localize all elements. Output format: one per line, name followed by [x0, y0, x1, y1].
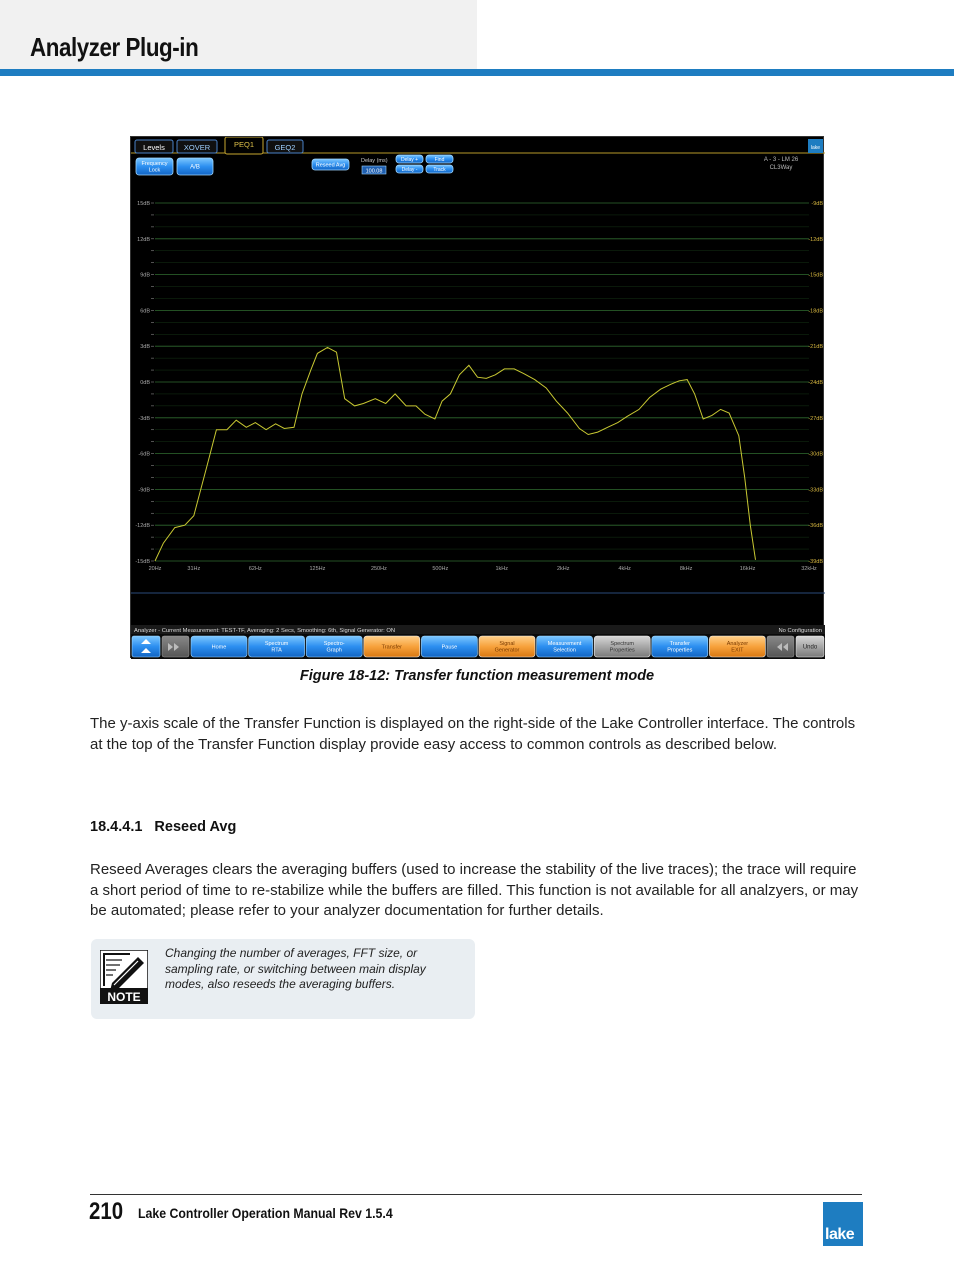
figure-caption: Figure 18-12: Transfer function measurement mode	[299, 668, 655, 684]
analyzer-screenshot	[130, 136, 824, 658]
spectrum-properties-button-label-line2: Properties	[609, 647, 635, 654]
home-button-label: Home	[211, 644, 227, 651]
undo-button-label: Undo	[802, 644, 818, 651]
y-left-tick-label: -3dB	[138, 415, 150, 422]
analyzer-exit-button-label-line2: EXIT	[731, 647, 744, 654]
module-info-line1: A - 3 - LM 26	[763, 157, 799, 163]
footer-rule	[90, 1194, 862, 1195]
y-left-tick-label: -9dB	[138, 487, 150, 494]
y-left-tick-label: 3dB	[140, 344, 150, 351]
measurement-selection-button-label-line1: Measurement	[547, 641, 582, 648]
section-heading	[90, 819, 248, 835]
x-tick-label: 250Hz	[370, 566, 387, 572]
ab-button-label: A/B	[190, 164, 200, 171]
y-right-tick-label: -9dB	[811, 201, 823, 207]
reseed-avg-button-label: Reseed Avg	[315, 162, 346, 169]
page-number: 210	[89, 1198, 124, 1225]
delay-minus-button-label: Delay -	[401, 166, 418, 173]
x-tick-label: 500Hz	[432, 566, 449, 572]
tab-geq2-label: GEQ2	[274, 143, 296, 152]
status-text-left: Analyzer - Current Measurement: TEST-TF, Averaging: 2 Secs, Smoothing: 6th, Signal Generator: ON	[134, 628, 396, 634]
x-tick-label: 125Hz	[309, 566, 326, 572]
x-tick-label: 1kHz	[495, 566, 509, 572]
module-info-line2: CL3Way	[769, 165, 793, 171]
section-title: Reseed Avg	[154, 819, 237, 835]
spectrum-rta-button-label-line2: RTA	[271, 647, 282, 654]
paragraph-yaxis: The y-axis scale of the Transfer Function is displayed on the right-side of the Lake Controller interface. The controls at the top of the Transfer Function display provide easy access to common controls as described below.	[90, 715, 856, 753]
y-left-tick-label: 9dB	[140, 272, 150, 279]
y-left-tick-label: 6dB	[140, 308, 150, 315]
y-right-tick-label: -39dB	[808, 559, 823, 565]
x-tick-label: 2kHz	[556, 566, 570, 572]
y-left-tick-label: 15dB	[137, 201, 150, 207]
lake-logo-text: lake	[825, 1226, 855, 1243]
frequency-lock-button-label-line1: Frequency	[141, 161, 168, 168]
pause-button-label: Pause	[441, 644, 458, 651]
signal-generator-button-label-line1: Signal	[499, 641, 515, 648]
spectrograph-button-label-line1: Spectro-	[323, 641, 345, 648]
y-left-tick-label: 12dB	[137, 236, 150, 243]
delay-label: Delay (ms)	[361, 158, 388, 164]
tab-xover-label: XOVER	[183, 143, 211, 152]
y-left-tick-label: 0dB	[140, 380, 150, 386]
y-right-tick-label: -24dB	[808, 380, 823, 386]
lake-logo	[823, 1202, 863, 1246]
y-right-tick-label: -33dB	[808, 487, 823, 494]
x-tick-label: 62Hz	[248, 566, 262, 572]
spectrum-rta-button-label-line1: Spectrum	[264, 641, 289, 648]
note-label: NOTE	[107, 990, 141, 1004]
track-button-label: Track	[433, 166, 446, 173]
find-button-label: Find	[434, 156, 445, 163]
transfer-properties-button-label-line2: Properties	[667, 647, 693, 654]
x-tick-label: 4kHz	[618, 566, 631, 572]
transfer-properties-button-label-line1: Transfer	[669, 641, 690, 648]
screen-lake-logo-text: lake	[810, 145, 821, 151]
y-right-tick-label: -18dB	[808, 308, 823, 315]
x-tick-label: 16kHz	[739, 566, 756, 572]
x-tick-label: 31Hz	[187, 566, 201, 572]
y-left-tick-label: -15dB	[135, 559, 150, 565]
y-right-tick-label: -27dB	[808, 415, 823, 422]
transfer-button-label: Transfer	[381, 644, 402, 651]
measurement-selection-button-label-line2: Selection	[553, 647, 576, 654]
signal-generator-button-label-line2: Generator	[494, 647, 520, 654]
y-right-tick-label: -21dB	[808, 344, 823, 351]
delay-plus-button-label: Delay +	[400, 156, 419, 163]
x-tick-label: 20Hz	[148, 566, 162, 572]
y-left-tick-label: -6dB	[138, 451, 150, 458]
y-right-tick-label: -15dB	[808, 272, 823, 279]
frequency-lock-button-label-line2: Lock	[148, 167, 161, 174]
analyzer-exit-button-label-line1: Analyzer	[726, 641, 749, 648]
y-right-tick-label: -36dB	[808, 523, 823, 530]
transfer-function-trace	[155, 347, 756, 561]
section-number: 18.4.4.1	[90, 819, 143, 835]
paragraph-reseed: Reseed Averages clears the averaging buffers (used to increase the stability of the live traces); the trace will require a short period of time to re-stabilize while the buffers are filled. This function is not available for all analzyers, or may be automated; please refer to your analyzer documentation for further details.	[90, 861, 859, 919]
y-left-tick-label: -12dB	[135, 523, 150, 530]
header-rule	[0, 69, 954, 76]
y-right-tick-label: -12dB	[808, 236, 823, 243]
delay-value: 100.08	[365, 168, 383, 175]
spectrograph-button-label-line2: Graph	[326, 647, 342, 654]
page-header-title: Analyzer Plug-in	[30, 32, 199, 62]
note-text: Changing the number of averages, FFT size, or sampling rate, or switching between main display modes, also reseeds the averaging buffers.	[165, 946, 426, 991]
status-text-right: No Configuration	[778, 628, 822, 634]
footer-title: Lake Controller Operation Manual Rev 1.5.4	[138, 1205, 393, 1221]
tab-levels-label: Levels	[143, 143, 165, 152]
spectrum-properties-button-label-line1: Spectrum	[610, 641, 634, 648]
x-tick-label: 8kHz	[679, 566, 693, 572]
x-tick-label: 32kHz	[801, 566, 817, 572]
y-right-tick-label: -30dB	[808, 451, 823, 458]
analyzer-screenshot-svg	[131, 137, 825, 659]
note-pencil-icon	[100, 950, 148, 1004]
tab-peq1-label: PEQ1	[233, 140, 255, 149]
